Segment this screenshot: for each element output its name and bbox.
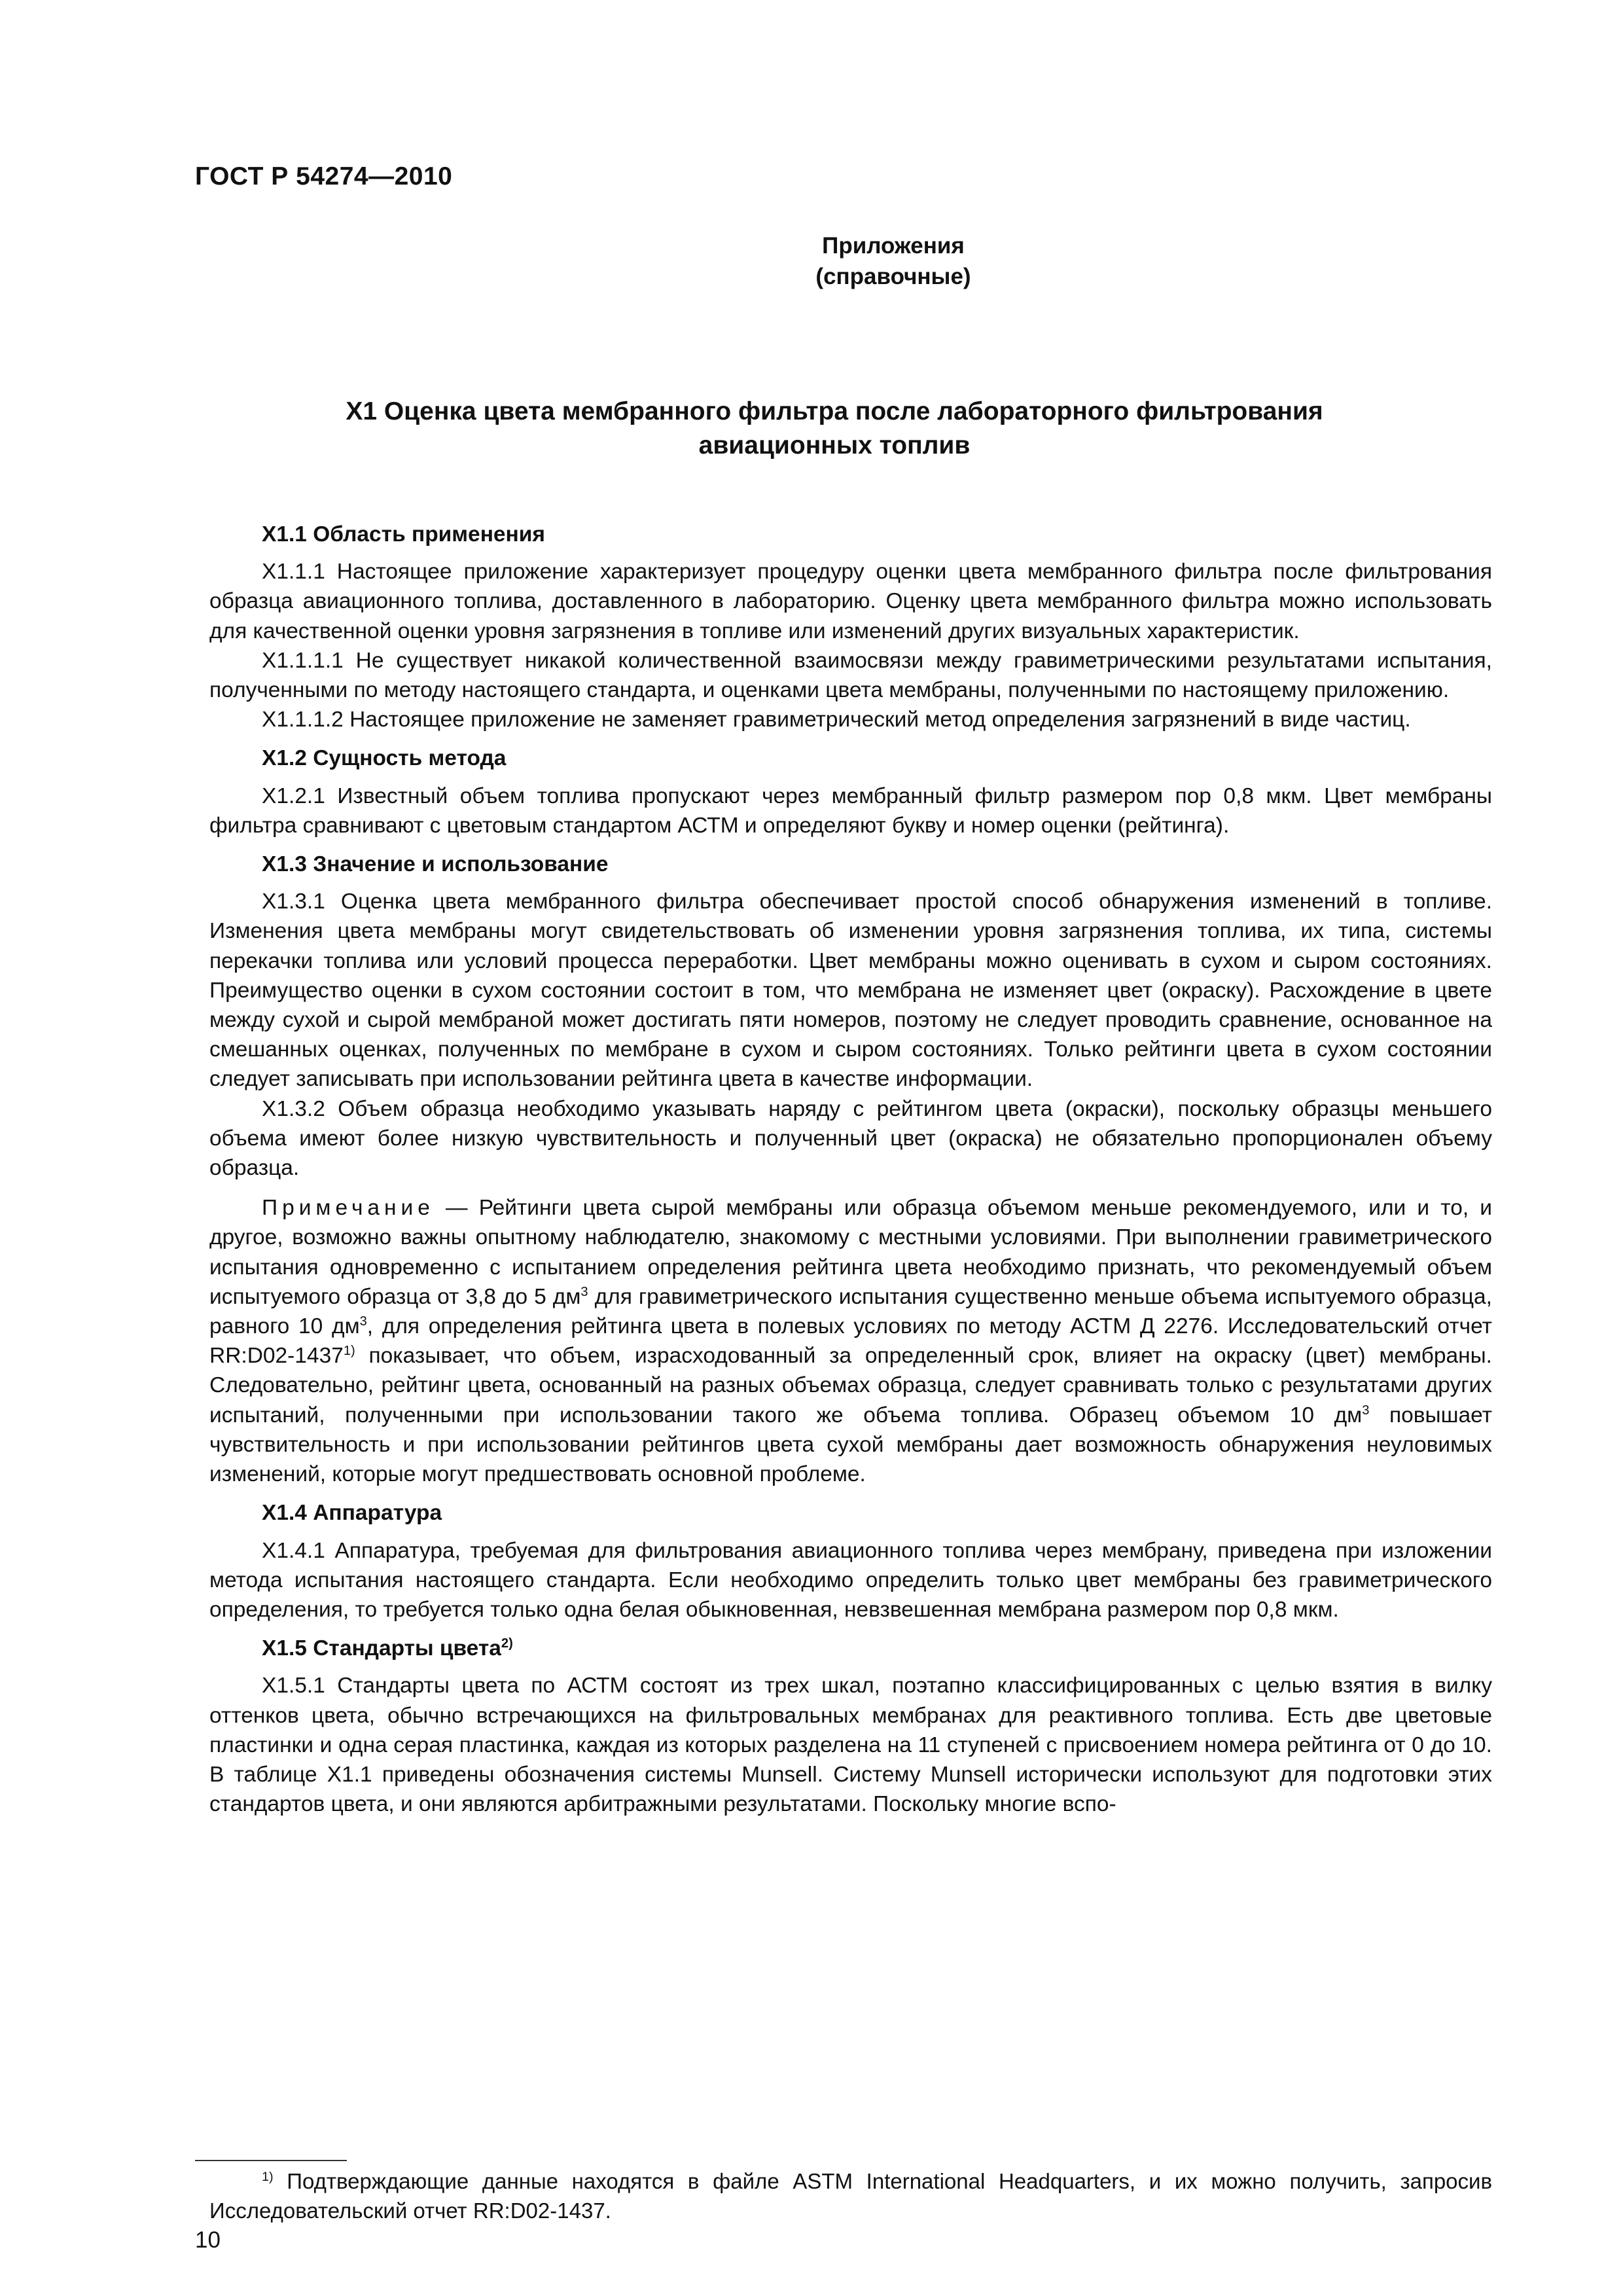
note-label: Примечание [262,1196,435,1221]
paragraph-x1-2-1: X1.2.1 Известный объем топлива пропускают через мембранный фильтр размером пор 0,8 мкм. Цвет мембраны фильтра сравнивают с цветовым стандартом АСТМ и определяют букву и номер оценки (рейтинга). [209,783,1492,838]
paragraph-x1-1-1-2: X1.1.1.2 Настоящее приложение не заменяет гравиметрический метод определения загрязнений в виде частиц. [262,708,1411,732]
footnote-mark: 1) [262,2170,274,2184]
appendix-title [0,230,1623,292]
heading-x1-5 [209,1634,1492,1663]
heading-x1-2: X1.2 Сущность метода [262,746,507,771]
note-paragraph [209,1193,1492,1489]
note-text-e: повышает чувствительность и при использовании рейтингов цвета сухой мембраны дает возможность обнаружения неуловимых изменений, которые могут предшествовать основной проблеме. [209,1403,1492,1487]
document-code: ГОСТ Р 54274—2010 [195,162,453,190]
note-sup-2: 3 [359,1314,367,1329]
footnote-text: Подтверждающие данные находятся в файле ASTM International Headquarters, и их можно получить, запросив Исследовательский отчет RR:D02-1437. [209,2169,1492,2223]
paragraph-x1-3-2: X1.3.2 Объем образца необходимо указывать наряду с рейтингом цвета (окраски), поскольку образцы меньшего объема имеют более низкую чувствительность и полученный цвет (окраска) не обязательно пропорционален объему образца. [209,1096,1492,1181]
note-sup-4: 3 [1362,1403,1370,1418]
paragraph-x1-5-1: X1.5.1 Стандарты цвета по АСТМ состоят из трех шкал, поэтапно классифицированных с целью взятия в вилку оттенков цвета, обычно встречающихся на фильтровальных мембранах для реактивного топлива. Есть две цветовые пластинки и одна серая пластинка, каждая из которых разделена на 11 ступеней с присвоением номера рейтинга от 0 до 10. В таблице X1.1 приведены обозначения системы Munsell. Систему Munsell исторически используют для подготовки этих стандартов цвета, и они являются арбитражными результатами. Поскольку многие вспо- [209,1674,1492,1817]
note-text-a: — Рейтинги цвета сырой мембраны или образца объемом меньше рекомендуемого, или и то, и другое, возможно важны опытному наблюдателю, знакомому с местными условиями. При выполнении гравиметрического испытания одновременно с испытанием определения рейтинга цвета необходимо признать, что рекомендуемый объем испытуемого образца от 3,8 до 5 дм [209,1196,1492,1309]
section-title-line2: авиационных топлив [698,431,971,459]
footnote-ref-1: 1) [343,1344,355,1359]
paragraph-x1-1-1-1: X1.1.1.1 Не существует никакой количественной взаимосвязи между гравиметрическими результатами испытания, полученными по методу настоящего стандарта, и оценками цвета мембраны, полученными по настоящему приложению. [209,648,1492,703]
heading-x1-1: X1.1 Область применения [262,522,545,547]
heading-x1-5-text: X1.5 Стандарты цвета [262,1636,501,1661]
page-number: 10 [195,2227,221,2253]
section-title [0,395,1623,463]
heading-x1-3: X1.3 Значение и использование [262,852,609,877]
footnote [209,2166,1492,2225]
heading-x1-4: X1.4 Аппаратура [262,1501,442,1526]
footnote-paragraph [209,2166,1492,2225]
section-title-line1: X1 Оценка цвета мембранного фильтра после лабораторного фильтрования [346,397,1323,425]
paragraph-x1-4-1: X1.4.1 Аппаратура, требуемая для фильтрования авиационного топлива через мембрану, приведена при изложении метода испытания настоящего стандарта. Если необходимо определить только цвет мембраны без гравиметрического определения, то требуется только одна белая обыкновенная, невзвешенная мембрана размером пор 0,8 мкм. [209,1538,1492,1622]
footnote-ref-2: 2) [501,1636,513,1651]
appendix-title-line2: (справочные) [815,264,971,289]
appendix-title-line1: Приложения [822,233,965,259]
paragraph-x1-3-1: X1.3.1 Оценка цвета мембранного фильтра обеспечивает простой способ обнаружения изменений в топливе. Изменения цвета мембраны могут свидетельствовать об изменении уровня загрязнения топлива, их типа, системы перекачки топлива или условий процесса переработки. Цвет мембраны можно оценивать в сухом и сыром состояниях. Преимущество оценки в сухом состоянии состоит в том, что мембрана не изменяет цвет (окраску). Расхождение в цвете между сухой и сырой мембраной может достигать пяти номеров, поэтому не следует проводить сравнение, основанное на смешанных оценках, полученных по мембране в сухом и сыром состояниях. Только рейтинги цвета в сухом состоянии следует записывать при использовании рейтинга цвета в качестве информации. [209,889,1492,1092]
note-text-d: показывает, что объем, израсходованный за определенный срок, влияет на окраску (цвет) мембраны. Следовательно, рейтинг цвета, основанный на разных объемах образца, следует сравнивать только с результатами других испытаний, полученными при использовании такого же объема топлива. Образец объемом 10 дм [209,1344,1492,1427]
note-text-c: , для определения рейтинга цвета в полевых условиях по методу АСТМ Д 2276. Исследовательский отчет RR:D02-1437 [209,1314,1492,1369]
paragraph-x1-1-1: X1.1.1 Настоящее приложение характеризует процедуру оценки цвета мембранного фильтра после фильтрования образца авиационного топлива, доставленного в лабораторию. Оценку цвета мембранного фильтра можно использовать для качественной оценки уровня загрязнения в топливе или изменений других визуальных характеристик. [209,560,1492,643]
note-sup-1: 3 [580,1284,588,1299]
document-body [209,511,1492,1819]
footnote-divider [195,2160,347,2161]
note-text-b: для гравиметрического испытания существенно меньше объема испытуемого образца, равного 10 дм [209,1284,1492,1339]
